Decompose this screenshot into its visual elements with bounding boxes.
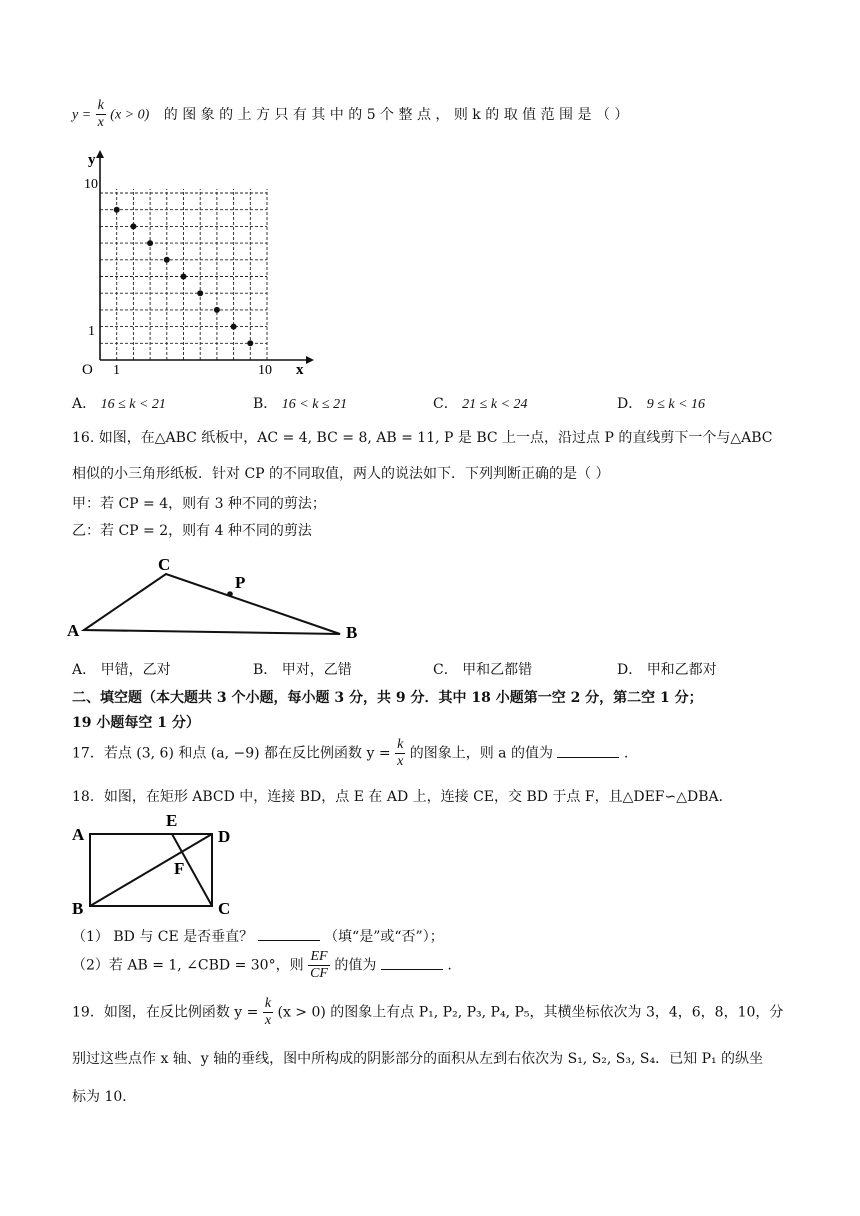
q19-part2: (x > 0) 的图象上有点 P₁, P₂, P₃, P₄, P₅，其横坐标依次为 3，4，6，8，10，分: [277, 1004, 784, 1021]
q15-option-c-text: 21 ≤ k < 24: [462, 397, 528, 412]
q15-frac-den: x: [97, 115, 104, 130]
q15-option-a-text: 16 ≤ k < 21: [100, 397, 166, 412]
q15-option-d[interactable]: [617, 393, 705, 413]
q16-option-b-letter: B．: [253, 662, 278, 678]
q17-part1: 17．若点 (3, 6) 和点 (a, −9) 都在反比例函数 y =: [72, 745, 391, 762]
q18-sub1-b: （填“是”或“否”）；: [324, 929, 444, 945]
lattice-point: [164, 257, 170, 263]
section2-heading-line1: 二、填空题（本大题共 3 个小题，每小题 3 分，共 9 分．其中 18 小题第一空 2 分，第二空 1 分；: [72, 690, 703, 706]
q15-option-b[interactable]: [253, 393, 347, 413]
q17-part2: 的图象上，则 a 的值为: [409, 745, 553, 762]
lattice-point: [181, 274, 187, 280]
q17-answer-blank[interactable]: [557, 745, 619, 758]
q18-sub2-fraction: [308, 949, 330, 982]
q16-option-d[interactable]: [617, 659, 717, 679]
x-tick-left: 1: [113, 363, 120, 378]
q18-sub2: [72, 949, 452, 982]
q18-sub2-end: .: [447, 957, 452, 974]
q16-option-c-text: 甲和乙都错: [462, 662, 533, 678]
lattice-point: [130, 223, 136, 229]
q16-option-d-text: 甲和乙都对: [646, 662, 717, 678]
q17-end: .: [623, 745, 629, 762]
q16-option-b[interactable]: [253, 659, 352, 679]
q18-sub1: [72, 926, 444, 946]
q19-stem-line2: 别过这些点作 x 轴、y 轴的垂线，图中所构成的阴影部分的面积从左到右依次为 S₁, S₂, S₃, S₄．已知 P₁ 的纵坐: [72, 1051, 764, 1067]
label-c: C: [218, 899, 231, 918]
q16-option-a-text: 甲错，乙对: [100, 662, 171, 678]
q15-option-b-text: 16 < k ≤ 21: [281, 397, 348, 412]
q15-stem: [72, 98, 628, 131]
label-c: C: [158, 555, 171, 574]
q15-lattice-graph: [66, 148, 316, 380]
q15-fraction: [96, 98, 106, 131]
label-f: F: [174, 859, 185, 878]
q19-fraction: [263, 996, 273, 1029]
q17-frac-num: k: [397, 737, 404, 752]
x-axis-label: x: [296, 362, 304, 378]
q15-option-a-letter: A．: [72, 396, 97, 412]
q16-stem-line1: 16. 如图，在△ABC 纸板中，AC = 4, BC = 8, AB = 11, P 是 BC 上一点，沿过点 P 的直线剪下一个与△ABC: [72, 430, 773, 446]
q16-option-c[interactable]: [433, 659, 532, 679]
diagonal-bd: [90, 834, 212, 906]
q19-stem-line1: [72, 996, 783, 1029]
q16-triangle-figure: [64, 552, 374, 644]
q19-frac-num: k: [264, 996, 272, 1011]
q18-sub1-blank[interactable]: [258, 928, 320, 941]
label-a: A: [67, 621, 80, 640]
q16-option-a-letter: A．: [72, 662, 97, 678]
q18-stem-line1: 18．如图，在矩形 ABCD 中，连接 BD，点 E 在 AD 上，连接 CE，交 BD 于点 F，且△DEF∽△DBA．: [72, 789, 733, 805]
q18-frac-num: EF: [308, 949, 330, 966]
q16-statement-jia: 甲：若 CP = 4，则有 3 种不同的剪法；: [72, 496, 326, 512]
q17-frac-den: x: [397, 754, 404, 769]
q16-option-d-letter: D．: [617, 662, 643, 678]
q17-fraction: [395, 737, 405, 770]
q16-option-c-letter: C．: [433, 662, 458, 678]
lattice-point: [114, 207, 120, 213]
q16-stem-line2: 相似的小三角形纸板．针对 CP 的不同取值，两人的说法如下．下列判断正确的是（ ）: [72, 466, 610, 482]
q16-statement-yi: 乙：若 CP = 2，则有 4 种不同的剪法: [72, 523, 312, 539]
label-p: P: [235, 573, 246, 592]
y-tick-top: 10: [84, 177, 98, 192]
lattice-point: [147, 240, 153, 246]
q19-frac-den: x: [264, 1013, 272, 1028]
q15-option-a[interactable]: [72, 393, 166, 413]
lattice-point: [214, 307, 220, 313]
x-axis-arrow: [306, 356, 314, 364]
label-d: D: [218, 827, 231, 846]
q15-option-c-letter: C．: [433, 396, 458, 412]
q19-stem-line3: 标为 10．: [72, 1089, 137, 1105]
x-tick-right: 10: [258, 363, 272, 378]
lattice-point: [247, 340, 253, 346]
point-p-dot: [227, 591, 233, 597]
y-axis-label: y: [88, 152, 96, 168]
q18-sub2-blank[interactable]: [381, 957, 443, 970]
q19-part1: 19．如图，在反比例函数 y =: [72, 1004, 259, 1021]
q15-option-d-text: 9 ≤ k < 16: [646, 397, 706, 412]
q15-option-b-letter: B．: [253, 396, 278, 412]
q15-option-d-letter: D．: [617, 396, 643, 412]
q15-option-c[interactable]: [433, 393, 528, 413]
q16-option-a[interactable]: [72, 659, 171, 679]
section2-heading-line2: 19 小题每空 1 分）: [72, 715, 200, 731]
q18-sub2-b: 的值为: [334, 957, 377, 974]
q15-frac-num: k: [97, 98, 104, 113]
label-b: B: [72, 899, 84, 918]
label-b: B: [346, 623, 358, 642]
q17-stem: [72, 737, 628, 770]
q15-stem-cond: (x > 0): [110, 107, 150, 123]
q15-stem-prefix: y =: [72, 107, 92, 123]
q18-frac-den: CF: [310, 966, 328, 981]
q18-sub2-a: （2）若 AB = 1, ∠CBD = 30°，则: [72, 957, 304, 974]
y-axis-arrow: [96, 150, 104, 158]
lattice-point: [197, 290, 203, 296]
q15-stem-text: 的 图 象 的 上 方 只 有 其 中 的 5 个 整 点 ， 则 k 的 取 值 范 围 是 （ ）: [163, 106, 629, 123]
origin-label: O: [82, 362, 93, 378]
label-e: E: [166, 811, 178, 830]
y-tick-bottom: 1: [88, 324, 95, 339]
label-a: A: [72, 825, 85, 844]
triangle-abc: [84, 574, 340, 634]
lattice-point: [231, 324, 237, 330]
q16-option-b-text: 甲对，乙错: [281, 662, 352, 678]
q18-sub1-a: （1） BD 与 CE 是否垂直？: [72, 929, 254, 945]
q18-rectangle-figure: [68, 810, 248, 918]
